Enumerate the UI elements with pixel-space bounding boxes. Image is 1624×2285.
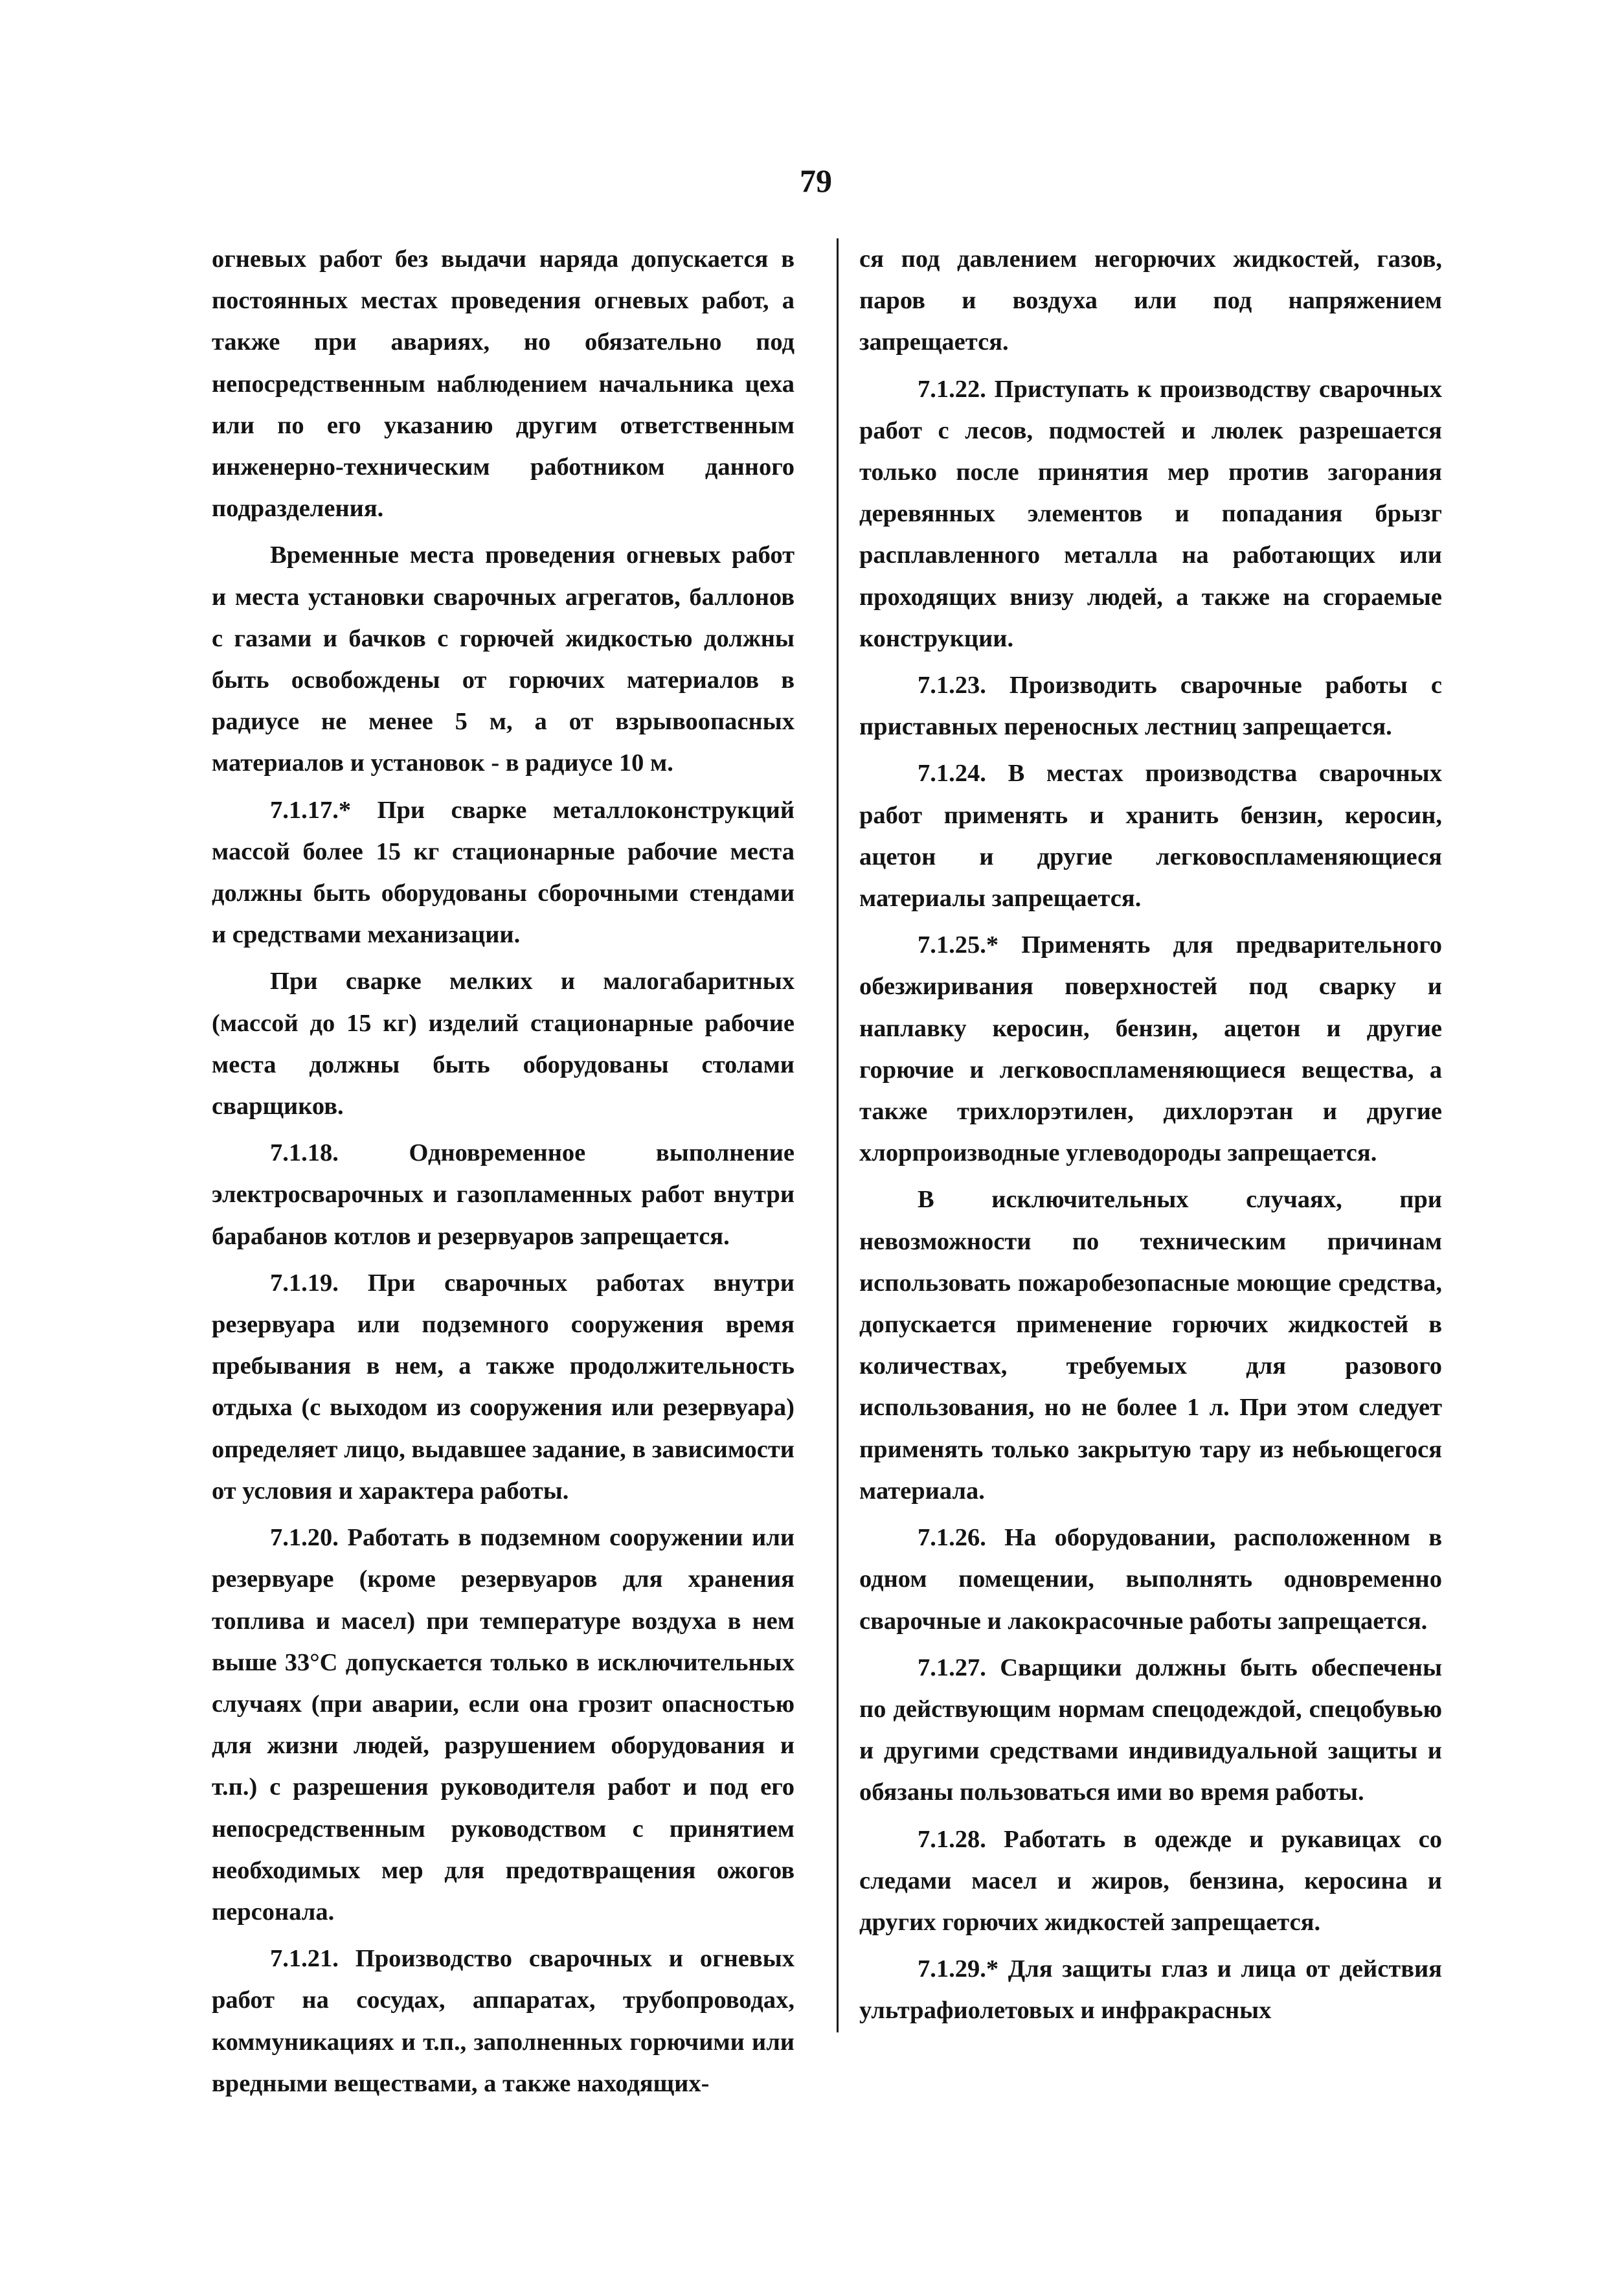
- left-text-column: [212, 238, 795, 2109]
- paragraph-7-1-29: 7.1.29.* Для защиты глаз и лица от действия ультрафиолетовых и инфракрасных: [859, 1955, 1442, 2025]
- paragraph-7-1-20: 7.1.20. Работать в подземном сооружении или резервуаре (кроме резервуаров для хранения топлива и масел) при температуре воздуха в нем выше 33°С допускается только в исключительных случаях (при аварии, если она грозит опасностью для жизни людей, разрушением оборудования и т.п.) с разрешения руководителя работ и под его непосредственным руководством с принятием необходимых мер для предотвращения ожогов персонала.: [212, 1524, 795, 1926]
- paragraph: При сварке мелких и малогабаритных (массой до 15 кг) изделий стационарные рабочие места должны быть оборудованы столами сварщиков.: [212, 968, 795, 1120]
- right-text-column: [859, 238, 1442, 2037]
- paragraph: Временные места проведения огневых работ и места установки сварочных агрегатов, баллонов с газами и бачков с горючей жидкостью должны быть освобождены от горючих материалов в радиусе не менее 5 м, а от взрывоопасных материалов и установок - в радиусе 10 м.: [212, 541, 795, 777]
- page-number: 79: [800, 163, 832, 199]
- paragraph-7-1-27: 7.1.27. Сварщики должны быть обеспечены по действующим нормам спецодеждой, спецобувью и другими средствами индивидуальной защиты и обязаны пользоваться ими во время работы.: [859, 1654, 1442, 1806]
- paragraph-7-1-28: 7.1.28. Работать в одежде и рукавицах со следами масел и жиров, бензина, керосина и других горючих жидкостей запрещается.: [859, 1825, 1442, 1936]
- paragraph: ся под давлением негорючих жидкостей, газов, паров и воздуха или под напряжением запрещается.: [859, 245, 1442, 356]
- column-divider: [837, 238, 839, 2032]
- paragraph-7-1-21: 7.1.21. Производство сварочных и огневых работ на сосудах, аппаратах, трубопроводах, коммуникациях и т.п., заполненных горючими или вредными веществами, а также находящих-: [212, 1945, 795, 2097]
- paragraph: огневых работ без выдачи наряда допускается в постоянных местах проведения огневых работ, а также при авариях, но обязательно под непосредственным наблюдением начальника цеха или по его указанию другим ответственным инженерно-техническим работником данного подразделения.: [212, 245, 795, 523]
- paragraph-7-1-23: 7.1.23. Производить сварочные работы с приставных переносных лестниц запрещается.: [859, 672, 1442, 741]
- paragraph-7-1-17: 7.1.17.* При сварке металлоконструкций массой более 15 кг стационарные рабочие места должны быть оборудованы сборочными стендами и средствами механизации.: [212, 796, 795, 949]
- paragraph: В исключительных случаях, при невозможности по техническим причинам использовать пожаробезопасные моющие средства, допускается применение горючих жидкостей в количествах, требуемых для разового использования, но не более 1 л. При этом следует применять только закрытую тару из небьющегося материала.: [859, 1186, 1442, 1505]
- paragraph-7-1-26: 7.1.26. На оборудовании, расположенном в одном помещении, выполнять одновременно сварочные и лакокрасочные работы запрещается.: [859, 1524, 1442, 1635]
- paragraph-7-1-24: 7.1.24. В местах производства сварочных работ применять и хранить бензин, керосин, ацетон и другие легковоспламеняющиеся материалы запрещается.: [859, 760, 1442, 913]
- paragraph-7-1-19: 7.1.19. При сварочных работах внутри резервуара или подземного сооружения время пребывания в нем, а также продолжительность отдыха (с выходом из сооружения или резервуара) определяет лицо, выдавшее задание, в зависимости от условия и характера работы.: [212, 1269, 795, 1505]
- paragraph-7-1-25: 7.1.25.* Применять для предварительного обезжиривания поверхностей под сварку и наплавку керосин, бензин, ацетон и другие горючие и легковоспламеняющиеся вещества, а также трихлорэтилен, дихлорэтан и другие хлорпроизводные углеводороды запрещается.: [859, 931, 1442, 1167]
- paragraph-7-1-18: 7.1.18. Одновременное выполнение электросварочных и газопламенных работ внутри барабанов котлов и резервуаров запрещается.: [212, 1139, 795, 1250]
- paragraph-7-1-22: 7.1.22. Приступать к производству сварочных работ с лесов, подмостей и люлек разрешается только после принятия мер против загорания деревянных элементов и попадания брызг расплавленного металла на работающих или проходящих внизу людей, а также на сгораемые конструкции.: [859, 375, 1442, 652]
